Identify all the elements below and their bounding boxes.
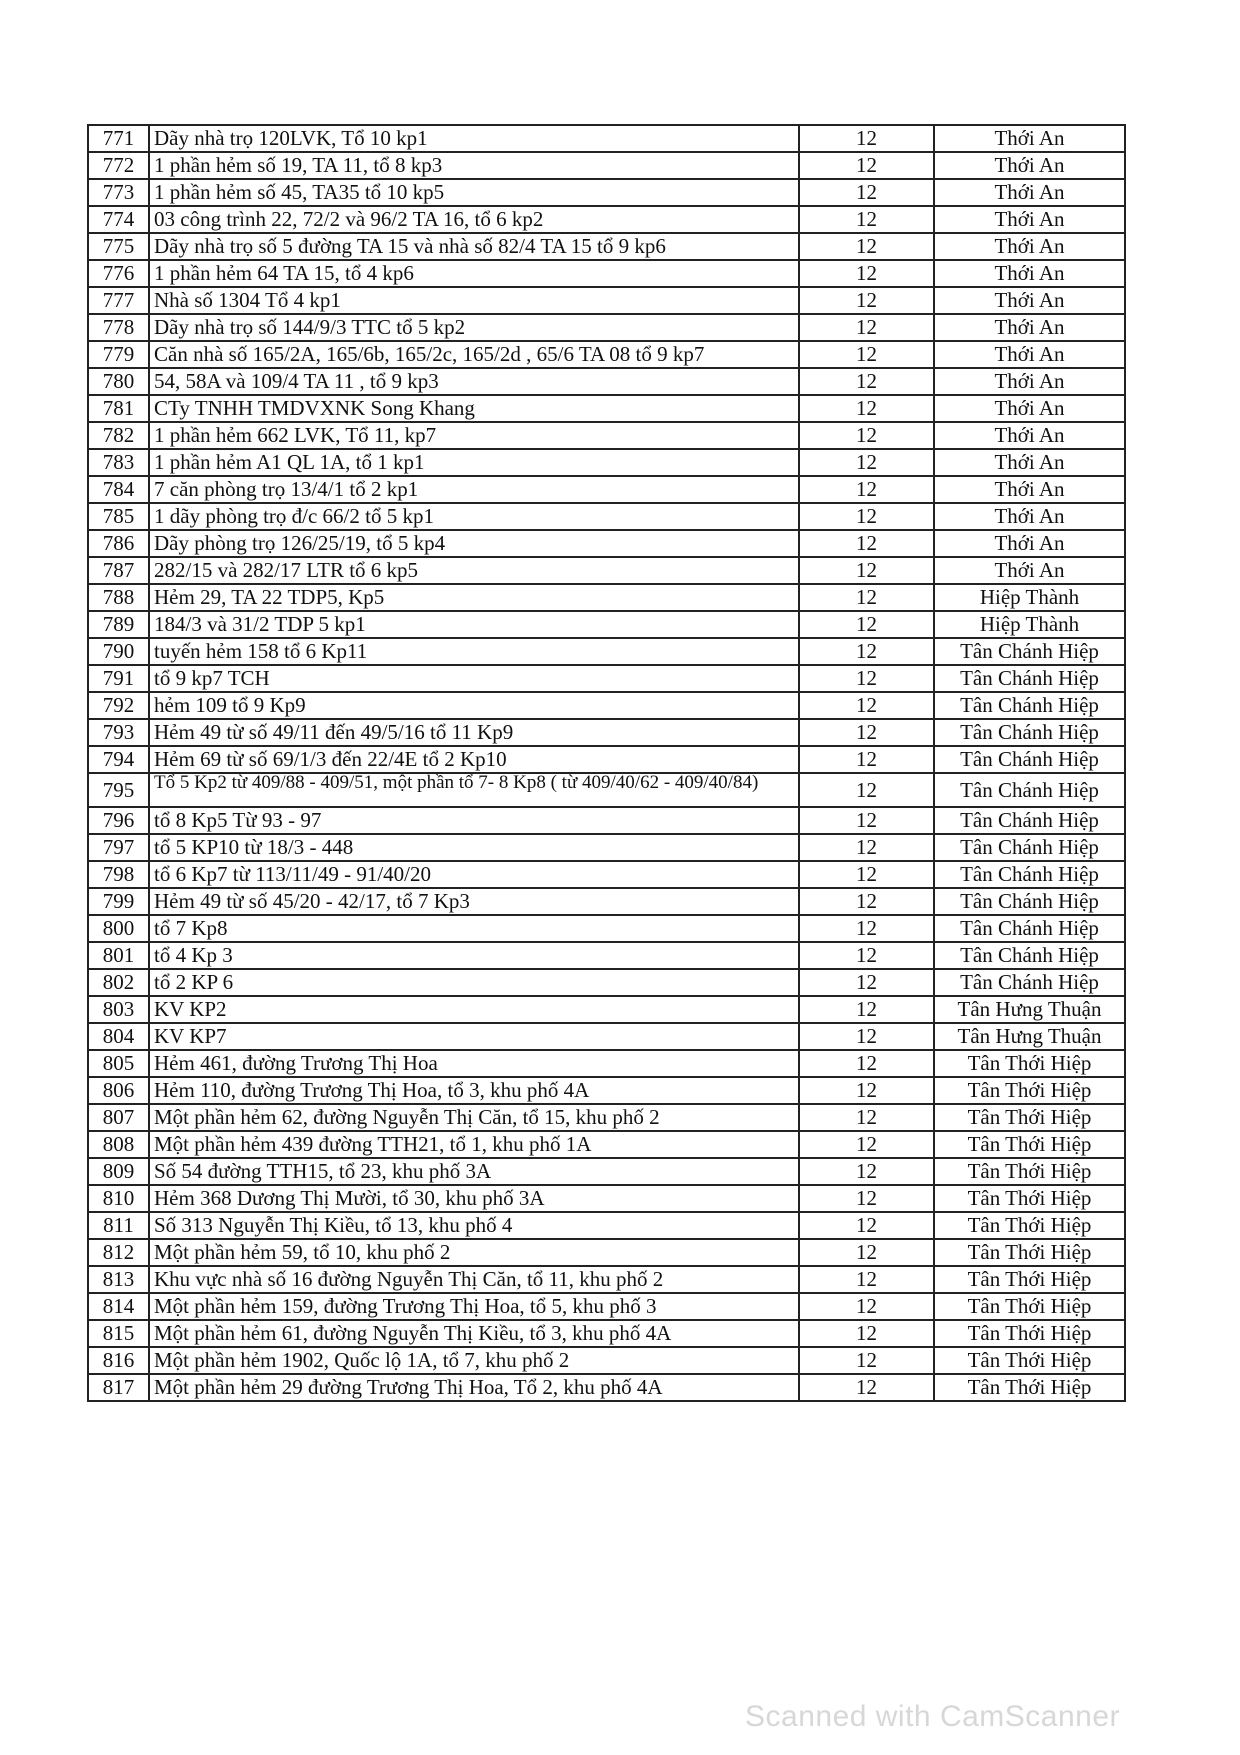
table-row: [88, 1320, 1125, 1347]
ward-cell: Tân Chánh Hiệp: [934, 834, 1125, 861]
ward-cell: Tân Thới Hiệp: [934, 1374, 1125, 1401]
location-cell: Hẻm 49 từ số 45/20 - 42/17, tổ 7 Kp3: [149, 888, 799, 915]
table-row: [88, 125, 1125, 152]
ward-cell: Thới An: [934, 341, 1125, 368]
ward-cell: Thới An: [934, 449, 1125, 476]
location-cell: CTy TNHH TMDVXNK Song Khang: [149, 395, 799, 422]
district-cell: 12: [799, 1185, 934, 1212]
row-number-cell: 798: [88, 861, 149, 888]
table-row: [88, 996, 1125, 1023]
table-row: [88, 557, 1125, 584]
location-cell: Một phần hẻm 1902, Quốc lộ 1A, tổ 7, khu phố 2: [149, 1347, 799, 1374]
ward-cell: Tân Thới Hiệp: [934, 1266, 1125, 1293]
district-cell: 12: [799, 1266, 934, 1293]
row-number-cell: 817: [88, 1374, 149, 1401]
location-cell: tổ 7 Kp8: [149, 915, 799, 942]
table-row: [88, 260, 1125, 287]
table-row: [88, 1212, 1125, 1239]
row-number-cell: 785: [88, 503, 149, 530]
district-cell: 12: [799, 861, 934, 888]
location-cell: 1 phần hẻm 662 LVK, Tổ 11, kp7: [149, 422, 799, 449]
location-cell: Dãy nhà trọ 120LVK, Tổ 10 kp1: [149, 125, 799, 152]
table-row: [88, 611, 1125, 638]
ward-cell: Thới An: [934, 125, 1125, 152]
row-number-cell: 803: [88, 996, 149, 1023]
location-cell: Hẻm 49 từ số 49/11 đến 49/5/16 tổ 11 Kp9: [149, 719, 799, 746]
location-cell: 54, 58A và 109/4 TA 11 , tổ 9 kp3: [149, 368, 799, 395]
location-cell: Dãy phòng trọ 126/25/19, tổ 5 kp4: [149, 530, 799, 557]
ward-cell: Tân Chánh Hiệp: [934, 969, 1125, 996]
table-row: [88, 206, 1125, 233]
ward-cell: Thới An: [934, 260, 1125, 287]
ward-cell: Thới An: [934, 395, 1125, 422]
row-number-cell: 807: [88, 1104, 149, 1131]
table-row: [88, 233, 1125, 260]
table-row: [88, 719, 1125, 746]
table-row: [88, 1347, 1125, 1374]
ward-cell: Tân Thới Hiệp: [934, 1293, 1125, 1320]
table-row: [88, 834, 1125, 861]
row-number-cell: 777: [88, 287, 149, 314]
ward-cell: Tân Chánh Hiệp: [934, 807, 1125, 834]
camscanner-watermark: Scanned with CamScanner: [745, 1700, 1121, 1733]
ward-cell: Thới An: [934, 422, 1125, 449]
row-number-cell: 800: [88, 915, 149, 942]
ward-cell: Tân Thới Hiệp: [934, 1077, 1125, 1104]
district-cell: 12: [799, 341, 934, 368]
location-cell: Hẻm 69 từ số 69/1/3 đến 22/4E tổ 2 Kp10: [149, 746, 799, 773]
locations-table: [87, 124, 1126, 1402]
location-cell: tổ 6 Kp7 từ 113/11/49 - 91/40/20: [149, 861, 799, 888]
ward-cell: Thới An: [934, 476, 1125, 503]
row-number-cell: 813: [88, 1266, 149, 1293]
row-number-cell: 794: [88, 746, 149, 773]
location-cell: Một phần hẻm 59, tổ 10, khu phố 2: [149, 1239, 799, 1266]
location-cell: 282/15 và 282/17 LTR tổ 6 kp5: [149, 557, 799, 584]
ward-cell: Thới An: [934, 503, 1125, 530]
location-cell: Khu vực nhà số 16 đường Nguyễn Thị Căn, tổ 11, khu phố 2: [149, 1266, 799, 1293]
ward-cell: Thới An: [934, 314, 1125, 341]
table-row: [88, 1104, 1125, 1131]
row-number-cell: 779: [88, 341, 149, 368]
row-number-cell: 810: [88, 1185, 149, 1212]
row-number-cell: 771: [88, 125, 149, 152]
district-cell: 12: [799, 1212, 934, 1239]
table-row: [88, 1185, 1125, 1212]
table-row: [88, 1131, 1125, 1158]
table-row: [88, 179, 1125, 206]
ward-cell: Tân Chánh Hiệp: [934, 861, 1125, 888]
ward-cell: Tân Thới Hiệp: [934, 1050, 1125, 1077]
district-cell: 12: [799, 422, 934, 449]
table-row: [88, 665, 1125, 692]
district-cell: 12: [799, 719, 934, 746]
ward-cell: Thới An: [934, 152, 1125, 179]
location-cell: 7 căn phòng trọ 13/4/1 tổ 2 kp1: [149, 476, 799, 503]
location-cell: Hẻm 29, TA 22 TDP5, Kp5: [149, 584, 799, 611]
row-number-cell: 780: [88, 368, 149, 395]
location-cell: Một phần hẻm 439 đường TTH21, tổ 1, khu phố 1A: [149, 1131, 799, 1158]
district-cell: 12: [799, 314, 934, 341]
table-row: [88, 773, 1125, 807]
table-row: [88, 395, 1125, 422]
district-cell: 12: [799, 746, 934, 773]
district-cell: 12: [799, 530, 934, 557]
location-cell: tổ 8 Kp5 Từ 93 - 97: [149, 807, 799, 834]
table-row: [88, 1077, 1125, 1104]
location-cell: tuyến hẻm 158 tổ 6 Kp11: [149, 638, 799, 665]
location-cell: Một phần hẻm 159, đường Trương Thị Hoa, tổ 5, khu phố 3: [149, 1293, 799, 1320]
row-number-cell: 790: [88, 638, 149, 665]
row-number-cell: 792: [88, 692, 149, 719]
ward-cell: Thới An: [934, 206, 1125, 233]
district-cell: 12: [799, 503, 934, 530]
ward-cell: Tân Hưng Thuận: [934, 1023, 1125, 1050]
ward-cell: Tân Thới Hiệp: [934, 1158, 1125, 1185]
location-cell: tổ 9 kp7 TCH: [149, 665, 799, 692]
row-number-cell: 795: [88, 773, 149, 807]
table-row: [88, 942, 1125, 969]
table-row: [88, 1023, 1125, 1050]
district-cell: 12: [799, 1050, 934, 1077]
row-number-cell: 778: [88, 314, 149, 341]
district-cell: 12: [799, 1374, 934, 1401]
row-number-cell: 812: [88, 1239, 149, 1266]
ward-cell: Hiệp Thành: [934, 584, 1125, 611]
ward-cell: Thới An: [934, 530, 1125, 557]
row-number-cell: 802: [88, 969, 149, 996]
district-cell: 12: [799, 1104, 934, 1131]
table-row: [88, 449, 1125, 476]
table-row: [88, 692, 1125, 719]
table-row: [88, 503, 1125, 530]
ward-cell: Tân Thới Hiệp: [934, 1239, 1125, 1266]
table-row: [88, 861, 1125, 888]
district-cell: 12: [799, 1077, 934, 1104]
district-cell: 12: [799, 1131, 934, 1158]
ward-cell: Tân Chánh Hiệp: [934, 719, 1125, 746]
location-cell: tổ 2 KP 6: [149, 969, 799, 996]
ward-cell: Tân Chánh Hiệp: [934, 692, 1125, 719]
table-row: [88, 807, 1125, 834]
location-cell: Hẻm 368 Dương Thị Mười, tổ 30, khu phố 3A: [149, 1185, 799, 1212]
district-cell: 12: [799, 152, 934, 179]
ward-cell: Thới An: [934, 179, 1125, 206]
location-cell: 1 dãy phòng trọ đ/c 66/2 tổ 5 kp1: [149, 503, 799, 530]
district-cell: 12: [799, 888, 934, 915]
row-number-cell: 775: [88, 233, 149, 260]
row-number-cell: 776: [88, 260, 149, 287]
ward-cell: Tân Thới Hiệp: [934, 1320, 1125, 1347]
row-number-cell: 808: [88, 1131, 149, 1158]
location-cell: 184/3 và 31/2 TDP 5 kp1: [149, 611, 799, 638]
row-number-cell: 773: [88, 179, 149, 206]
district-cell: 12: [799, 1293, 934, 1320]
district-cell: 12: [799, 368, 934, 395]
row-number-cell: 805: [88, 1050, 149, 1077]
district-cell: 12: [799, 287, 934, 314]
district-cell: 12: [799, 125, 934, 152]
row-number-cell: 787: [88, 557, 149, 584]
row-number-cell: 793: [88, 719, 149, 746]
district-cell: 12: [799, 1320, 934, 1347]
location-cell: Dãy nhà trọ số 5 đường TA 15 và nhà số 82/4 TA 15 tổ 9 kp6: [149, 233, 799, 260]
table-row: [88, 476, 1125, 503]
district-cell: 12: [799, 260, 934, 287]
ward-cell: Thới An: [934, 557, 1125, 584]
location-cell: tổ 4 Kp 3: [149, 942, 799, 969]
table-row: [88, 638, 1125, 665]
ward-cell: Tân Thới Hiệp: [934, 1185, 1125, 1212]
ward-cell: Tân Thới Hiệp: [934, 1347, 1125, 1374]
location-cell: Hẻm 110, đường Trương Thị Hoa, tổ 3, khu phố 4A: [149, 1077, 799, 1104]
location-cell: Một phần hẻm 62, đường Nguyễn Thị Căn, tổ 15, khu phố 2: [149, 1104, 799, 1131]
row-number-cell: 806: [88, 1077, 149, 1104]
district-cell: 12: [799, 807, 934, 834]
table-row: [88, 1266, 1125, 1293]
ward-cell: Tân Chánh Hiệp: [934, 915, 1125, 942]
district-cell: 12: [799, 638, 934, 665]
ward-cell: Tân Chánh Hiệp: [934, 638, 1125, 665]
location-cell: tổ 5 KP10 từ 18/3 - 448: [149, 834, 799, 861]
district-cell: 12: [799, 915, 934, 942]
table-row: [88, 1050, 1125, 1077]
ward-cell: Tân Chánh Hiệp: [934, 746, 1125, 773]
table-row: [88, 746, 1125, 773]
ward-cell: Thới An: [934, 368, 1125, 395]
location-cell: KV KP2: [149, 996, 799, 1023]
table-body: [88, 125, 1125, 1401]
district-cell: 12: [799, 834, 934, 861]
location-cell: Số 54 đường TTH15, tổ 23, khu phố 3A: [149, 1158, 799, 1185]
table-row: [88, 1239, 1125, 1266]
ward-cell: Thới An: [934, 287, 1125, 314]
row-number-cell: 783: [88, 449, 149, 476]
location-cell: Căn nhà số 165/2A, 165/6b, 165/2c, 165/2d , 65/6 TA 08 tổ 9 kp7: [149, 341, 799, 368]
ward-cell: Tân Thới Hiệp: [934, 1131, 1125, 1158]
district-cell: 12: [799, 584, 934, 611]
ward-cell: Hiệp Thành: [934, 611, 1125, 638]
table-row: [88, 584, 1125, 611]
row-number-cell: 815: [88, 1320, 149, 1347]
row-number-cell: 816: [88, 1347, 149, 1374]
location-cell: Dãy nhà trọ số 144/9/3 TTC tổ 5 kp2: [149, 314, 799, 341]
row-number-cell: 791: [88, 665, 149, 692]
district-cell: 12: [799, 1239, 934, 1266]
district-cell: 12: [799, 206, 934, 233]
location-cell: 1 phần hẻm A1 QL 1A, tổ 1 kp1: [149, 449, 799, 476]
table-row: [88, 1293, 1125, 1320]
district-cell: 12: [799, 557, 934, 584]
district-cell: 12: [799, 969, 934, 996]
ward-cell: Tân Hưng Thuận: [934, 996, 1125, 1023]
row-number-cell: 782: [88, 422, 149, 449]
district-cell: 12: [799, 665, 934, 692]
location-cell: Một phần hẻm 29 đường Trương Thị Hoa, Tổ 2, khu phố 4A: [149, 1374, 799, 1401]
table-row: [88, 1158, 1125, 1185]
row-number-cell: 784: [88, 476, 149, 503]
district-cell: 12: [799, 476, 934, 503]
table-row: [88, 368, 1125, 395]
table-row: [88, 287, 1125, 314]
district-cell: 12: [799, 179, 934, 206]
row-number-cell: 801: [88, 942, 149, 969]
row-number-cell: 796: [88, 807, 149, 834]
location-cell: 1 phần hẻm số 45, TA35 tổ 10 kp5: [149, 179, 799, 206]
row-number-cell: 772: [88, 152, 149, 179]
row-number-cell: 786: [88, 530, 149, 557]
ward-cell: Tân Chánh Hiệp: [934, 942, 1125, 969]
table-row: [88, 969, 1125, 996]
row-number-cell: 788: [88, 584, 149, 611]
district-cell: 12: [799, 996, 934, 1023]
ward-cell: Tân Thới Hiệp: [934, 1212, 1125, 1239]
district-cell: 12: [799, 692, 934, 719]
district-cell: 12: [799, 611, 934, 638]
district-cell: 12: [799, 395, 934, 422]
district-cell: 12: [799, 1347, 934, 1374]
location-cell: Tổ 5 Kp2 từ 409/88 - 409/51, một phần tổ 7- 8 Kp8 ( từ 409/40/62 - 409/40/84): [149, 773, 799, 807]
row-number-cell: 814: [88, 1293, 149, 1320]
ward-cell: Tân Chánh Hiệp: [934, 773, 1125, 807]
location-cell: Nhà số 1304 Tổ 4 kp1: [149, 287, 799, 314]
row-number-cell: 809: [88, 1158, 149, 1185]
table-row: [88, 1374, 1125, 1401]
row-number-cell: 789: [88, 611, 149, 638]
location-cell: 1 phần hẻm 64 TA 15, tổ 4 kp6: [149, 260, 799, 287]
location-cell: 1 phần hẻm số 19, TA 11, tổ 8 kp3: [149, 152, 799, 179]
table-row: [88, 341, 1125, 368]
district-cell: 12: [799, 1158, 934, 1185]
ward-cell: Tân Chánh Hiệp: [934, 665, 1125, 692]
location-cell: KV KP7: [149, 1023, 799, 1050]
location-cell: Số 313 Nguyễn Thị Kiều, tổ 13, khu phố 4: [149, 1212, 799, 1239]
district-cell: 12: [799, 449, 934, 476]
row-number-cell: 797: [88, 834, 149, 861]
district-cell: 12: [799, 1023, 934, 1050]
location-cell: Một phần hẻm 61, đường Nguyễn Thị Kiều, tổ 3, khu phố 4A: [149, 1320, 799, 1347]
ward-cell: Tân Chánh Hiệp: [934, 888, 1125, 915]
table-row: [88, 314, 1125, 341]
row-number-cell: 774: [88, 206, 149, 233]
ward-cell: Thới An: [934, 233, 1125, 260]
row-number-cell: 804: [88, 1023, 149, 1050]
row-number-cell: 781: [88, 395, 149, 422]
table-row: [88, 888, 1125, 915]
table-row: [88, 422, 1125, 449]
row-number-cell: 799: [88, 888, 149, 915]
ward-cell: Tân Thới Hiệp: [934, 1104, 1125, 1131]
table-row: [88, 152, 1125, 179]
district-cell: 12: [799, 773, 934, 807]
table-row: [88, 915, 1125, 942]
location-cell: 03 công trình 22, 72/2 và 96/2 TA 16, tổ 6 kp2: [149, 206, 799, 233]
table-row: [88, 530, 1125, 557]
district-cell: 12: [799, 942, 934, 969]
district-cell: 12: [799, 233, 934, 260]
location-cell: Hẻm 461, đường Trương Thị Hoa: [149, 1050, 799, 1077]
location-cell: hẻm 109 tổ 9 Kp9: [149, 692, 799, 719]
row-number-cell: 811: [88, 1212, 149, 1239]
